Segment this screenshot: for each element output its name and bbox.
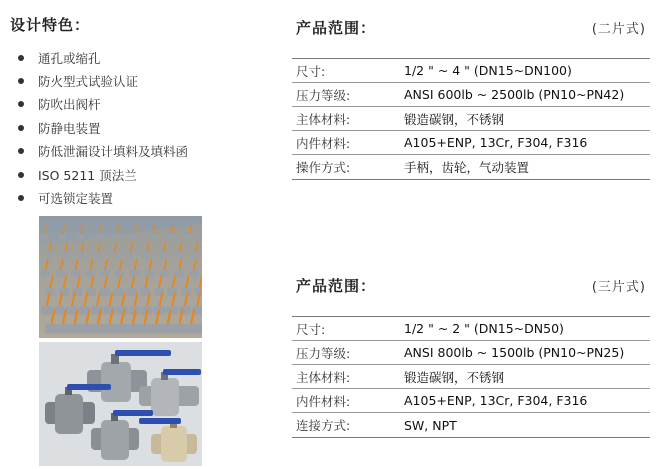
spec-value: ANSI 600lb ~ 2500lb (PN10~PN42)	[404, 87, 625, 102]
feature-item-label: ISO 5211 顶法兰	[38, 167, 137, 183]
spec-row-size	[292, 59, 650, 83]
factory-valves-photo	[39, 216, 202, 338]
spec-label: 内件材料:	[296, 135, 351, 151]
section-title: 产品范围：	[296, 276, 377, 295]
bullet-icon	[18, 101, 24, 107]
feature-list	[18, 46, 188, 210]
spec-value: A105+ENP, 13Cr, F304, F316	[404, 135, 588, 150]
product-range-three-piece	[292, 270, 650, 438]
spec-row-pressure	[292, 341, 650, 365]
spec-label: 连接方式:	[296, 418, 351, 433]
spec-value: A105+ENP, 13Cr, F304, F316	[404, 393, 588, 408]
bullet-icon	[18, 148, 24, 154]
feature-item	[18, 186, 188, 209]
feature-item	[18, 116, 188, 139]
bullet-icon	[18, 78, 24, 84]
spec-label: 内件材料:	[296, 393, 351, 409]
feature-item	[18, 140, 188, 163]
spec-row-body-material	[292, 107, 650, 131]
spec-row-trim-material	[292, 131, 650, 155]
feature-item-label: 防低泄漏设计填料及填料函	[38, 144, 189, 160]
spec-value: ANSI 800lb ~ 1500lb (PN10~PN25)	[404, 345, 625, 360]
spec-row-connection	[292, 413, 650, 437]
section-type: (二片式)	[591, 21, 646, 37]
section-header	[292, 270, 650, 300]
bullet-icon	[18, 55, 24, 61]
feature-item	[18, 69, 188, 92]
bullet-icon	[18, 172, 24, 178]
spec-row-body-material	[292, 365, 650, 389]
spec-value: 1/2 " ~ 2 " (DN15~DN50)	[404, 321, 564, 336]
feature-item-label: 防火型式试验认证	[38, 74, 139, 90]
forged-valves-photo	[39, 342, 202, 466]
spec-table	[292, 58, 650, 180]
spec-label: 操作方式:	[296, 160, 351, 175]
feature-item	[18, 163, 188, 186]
spec-table	[292, 316, 650, 438]
spec-label: 尺寸:	[296, 63, 326, 79]
bullet-icon	[18, 195, 24, 201]
spec-value: 1/2 " ~ 4 " (DN15~DN100)	[404, 63, 572, 78]
features-title: 设计特色：	[10, 16, 91, 34]
spec-value: 锻造碳钢，不锈钢	[404, 111, 505, 127]
spec-label: 尺寸:	[296, 321, 326, 337]
feature-item-label: 通孔或缩孔	[38, 50, 101, 66]
spec-label: 主体材料:	[296, 111, 351, 127]
spec-row-trim-material	[292, 389, 650, 413]
spec-label: 主体材料:	[296, 369, 351, 385]
feature-item-label: 可选锁定装置	[38, 191, 114, 207]
spec-value: 锻造碳钢，不锈钢	[404, 369, 505, 385]
feature-item	[18, 93, 188, 116]
spec-label: 压力等级:	[296, 87, 351, 103]
spec-row-size	[292, 317, 650, 341]
spec-row-operation	[292, 155, 650, 179]
feature-item	[18, 46, 188, 69]
spec-row-pressure	[292, 83, 650, 107]
bullet-icon	[18, 125, 24, 131]
spec-label: 压力等级:	[296, 345, 351, 361]
section-type: (三片式)	[591, 279, 646, 295]
section-title: 产品范围：	[296, 18, 377, 37]
section-header	[292, 12, 650, 42]
feature-item-label: 防吹出阀杆	[38, 97, 101, 113]
product-range-two-piece	[292, 12, 650, 180]
spec-value: 手柄，齿轮，气动装置	[404, 160, 530, 175]
spec-value: SW, NPT	[404, 417, 457, 433]
feature-item-label: 防静电装置	[38, 120, 101, 136]
